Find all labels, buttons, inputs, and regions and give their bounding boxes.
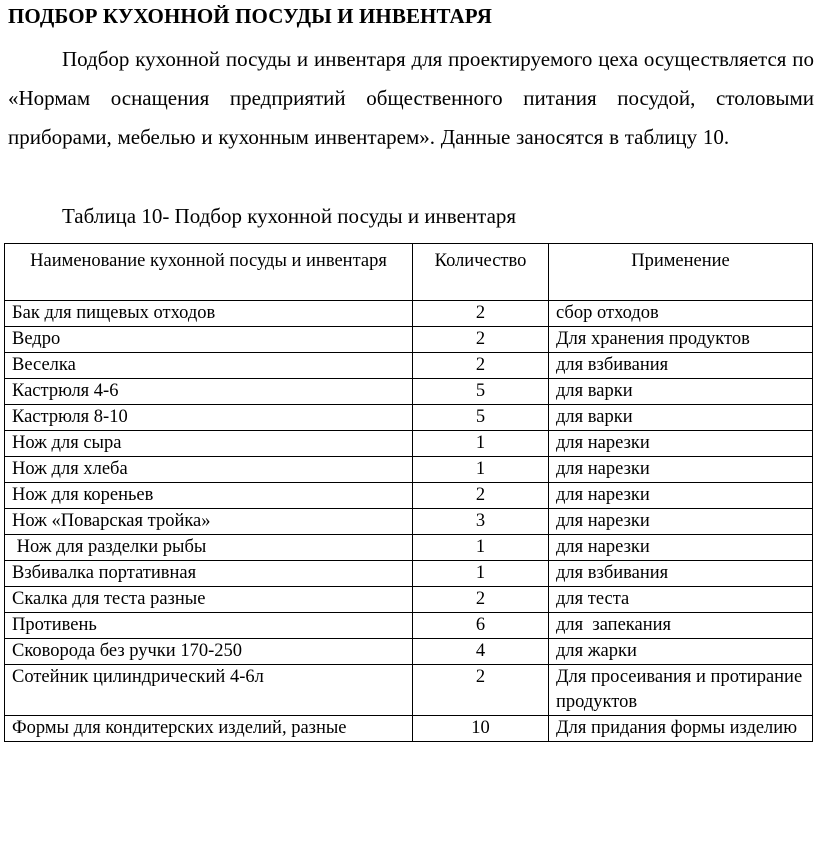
cell-item-name: Противень xyxy=(5,613,413,639)
table-header-row xyxy=(5,244,813,301)
cell-usage: для взбивания xyxy=(549,561,813,587)
cell-quantity: 2 xyxy=(413,483,549,509)
cell-usage: сбор отходов xyxy=(549,301,813,327)
cell-quantity: 6 xyxy=(413,613,549,639)
cell-quantity: 1 xyxy=(413,535,549,561)
inventory-table xyxy=(4,243,813,742)
document-heading: ПОДБОР КУХОННОЙ ПОСУДЫ И ИНВЕНТАРЯ xyxy=(8,4,492,28)
cell-quantity: 5 xyxy=(413,405,549,431)
cell-item-name: Взбивалка портативная xyxy=(5,561,413,587)
cell-quantity: 2 xyxy=(413,327,549,353)
cell-quantity: 2 xyxy=(413,665,549,716)
cell-quantity: 10 xyxy=(413,716,549,742)
cell-usage: для нарезки xyxy=(549,457,813,483)
cell-item-name: Сотейник цилиндрический 4-6л xyxy=(5,665,413,716)
cell-quantity: 2 xyxy=(413,301,549,327)
cell-usage: для варки xyxy=(549,379,813,405)
cell-item-name: Нож для кореньев xyxy=(5,483,413,509)
cell-usage: для теста xyxy=(549,587,813,613)
cell-quantity: 2 xyxy=(413,587,549,613)
cell-usage: для взбивания xyxy=(549,353,813,379)
cell-item-name: Нож для хлеба xyxy=(5,457,413,483)
table-row xyxy=(5,301,813,327)
cell-usage: для нарезки xyxy=(549,535,813,561)
cell-item-name: Нож для разделки рыбы xyxy=(5,535,413,561)
header-quantity: Количество xyxy=(413,244,549,301)
table-row xyxy=(5,587,813,613)
table-caption: Таблица 10- Подбор кухонной посуды и инвентаря xyxy=(62,204,517,228)
intro-paragraph: Подбор кухонной посуды и инвентаря для проектируемого цеха осуществляется по «Нормам оснащения предприятий общественного питания посудой, столовыми приборами, мебелью и кухонным инвентарем». Данные заносятся в таблицу 10. xyxy=(8,47,814,149)
cell-item-name: Бак для пищевых отходов xyxy=(5,301,413,327)
cell-usage: для нарезки xyxy=(549,483,813,509)
cell-quantity: 3 xyxy=(413,509,549,535)
cell-item-name: Нож для сыра xyxy=(5,431,413,457)
cell-item-name: Веселка xyxy=(5,353,413,379)
cell-usage: для жарки xyxy=(549,639,813,665)
cell-quantity: 2 xyxy=(413,353,549,379)
cell-usage: для запекания xyxy=(549,613,813,639)
table-row xyxy=(5,716,813,742)
table-row xyxy=(5,639,813,665)
header-usage: Применение xyxy=(549,244,813,301)
table-row xyxy=(5,327,813,353)
table-row xyxy=(5,509,813,535)
table-row xyxy=(5,613,813,639)
cell-usage: Для придания формы изделию xyxy=(549,716,813,742)
table-body xyxy=(5,301,813,742)
cell-quantity: 1 xyxy=(413,431,549,457)
cell-usage: для нарезки xyxy=(549,431,813,457)
cell-item-name: Сковорода без ручки 170-250 xyxy=(5,639,413,665)
table-row xyxy=(5,405,813,431)
table-row xyxy=(5,457,813,483)
table-row xyxy=(5,431,813,457)
cell-quantity: 1 xyxy=(413,457,549,483)
table-row xyxy=(5,483,813,509)
table-row xyxy=(5,561,813,587)
cell-usage: Для просеивания и протирание продуктов xyxy=(549,665,813,716)
table-row xyxy=(5,535,813,561)
cell-quantity: 1 xyxy=(413,561,549,587)
cell-item-name: Ведро xyxy=(5,327,413,353)
cell-usage: Для хранения продуктов xyxy=(549,327,813,353)
cell-usage: для нарезки xyxy=(549,509,813,535)
header-name: Наименование кухонной посуды и инвентаря xyxy=(5,244,413,301)
cell-item-name: Кастрюля 8-10 xyxy=(5,405,413,431)
table-row xyxy=(5,353,813,379)
table-row xyxy=(5,665,813,716)
cell-item-name: Нож «Поварская тройка» xyxy=(5,509,413,535)
cell-item-name: Кастрюля 4-6 xyxy=(5,379,413,405)
cell-quantity: 4 xyxy=(413,639,549,665)
cell-quantity: 5 xyxy=(413,379,549,405)
cell-usage: для варки xyxy=(549,405,813,431)
table-row xyxy=(5,379,813,405)
cell-item-name: Формы для кондитерских изделий, разные xyxy=(5,716,413,742)
cell-item-name: Скалка для теста разные xyxy=(5,587,413,613)
